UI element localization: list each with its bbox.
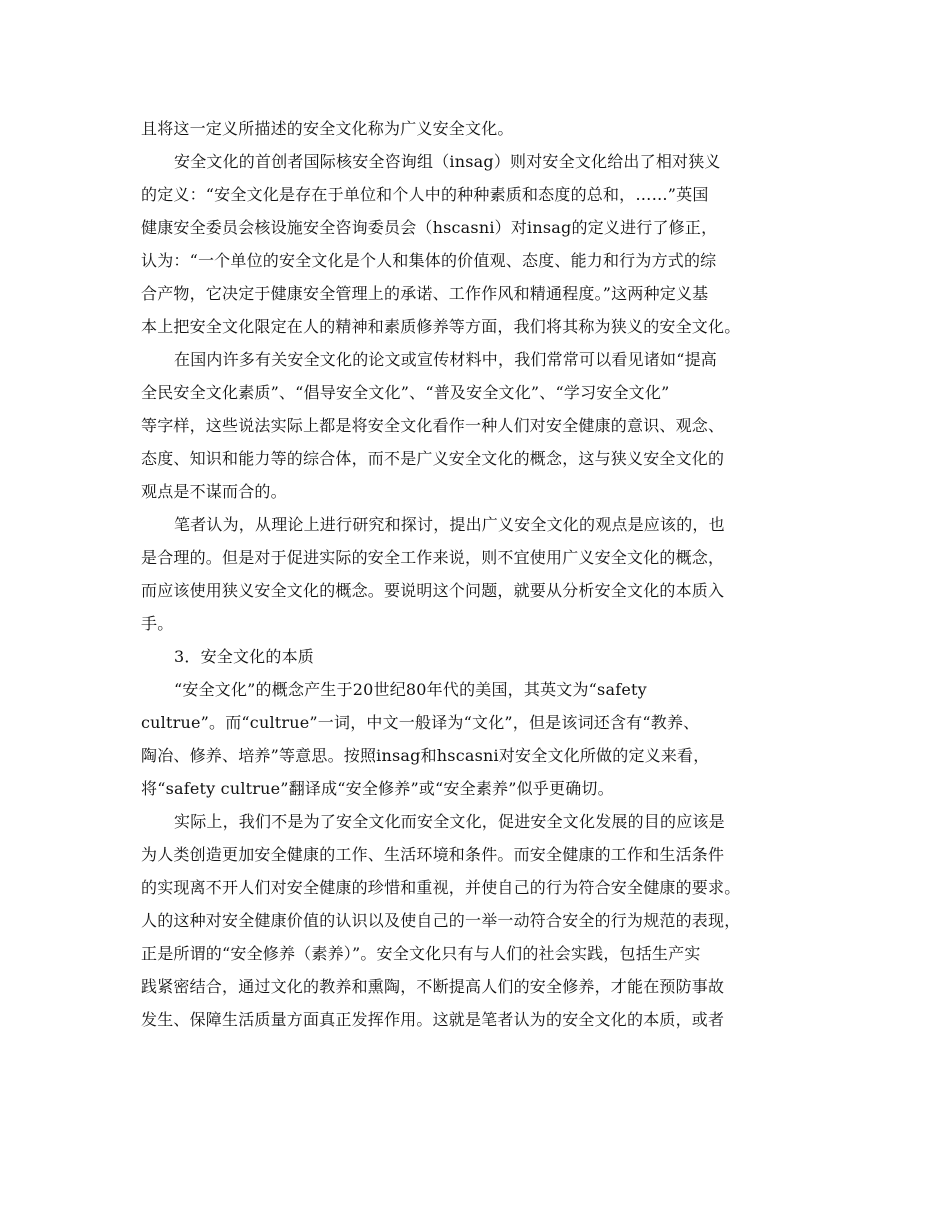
text-line: “安全文化”的概念产生于20世纪80年代的美国，其英文为“safety xyxy=(174,680,647,699)
text-line: cultrue”。而“cultrue”一词，中文一般译为“文化”，但是该词还含有“教养、 xyxy=(141,713,700,732)
paragraph-continuation xyxy=(141,112,811,145)
text-line: 而应该使用狭义安全文化的概念。要说明这个问题，就要从分析安全文化的本质入 xyxy=(141,581,725,600)
text-line: 手。 xyxy=(141,614,174,633)
text-line: 在国内许多有关安全文化的论文或宣传材料中，我们常常可以看见诸如“提高 xyxy=(174,350,717,369)
paragraph-author-view xyxy=(141,508,811,640)
text-line: 全民安全文化素质”、“倡导安全文化”、“普及安全文化”、“学习安全文化” xyxy=(141,383,670,402)
heading-text: 3．安全文化的本质 xyxy=(174,647,314,666)
text-line: 陶冶、修养、培养”等意思。按照insag和hscasni对安全文化所做的定义来看， xyxy=(141,746,710,765)
text-line: 健康安全委员会核设施安全咨询委员会（hscasni）对insag的定义进行了修正， xyxy=(141,218,718,237)
text-line: 实际上，我们不是为了安全文化而安全文化，促进安全文化发展的目的应该是 xyxy=(174,812,725,831)
text-line: 等字样，这些说法实际上都是将安全文化看作一种人们对安全健康的意识、观念、 xyxy=(141,416,725,435)
paragraph-essence xyxy=(141,805,811,1036)
text-line: 发生、保障生活质量方面真正发挥作用。这就是笔者认为的安全文化的本质，或者 xyxy=(141,1010,725,1029)
text-line: 安全文化的首创者国际核安全咨询组（insag）则对安全文化给出了相对狭义 xyxy=(174,152,721,171)
text-line: 将“safety cultrue”翻译成“安全修养”或“安全素养”似乎更确切。 xyxy=(141,779,614,798)
section-heading xyxy=(141,640,811,673)
text-line: 为人类创造更加安全健康的工作、生活环境和条件。而安全健康的工作和生活条件 xyxy=(141,845,725,864)
text-line: 践紧密结合，通过文化的教养和熏陶，不断提高人们的安全修养，才能在预防事故 xyxy=(141,977,725,996)
text-line: 本上把安全文化限定在人的精神和素质修养等方面，我们将其称为狭义的安全文化。 xyxy=(141,317,741,336)
text-line: 合产物，它决定于健康安全管理上的承诺、工作作风和精通程度。”这两种定义基 xyxy=(141,284,709,303)
paragraph-origin xyxy=(141,673,811,805)
text-line: 的实现离不开人们对安全健康的珍惜和重视，并使自己的行为符合安全健康的要求。 xyxy=(141,878,741,897)
text-line: 认为：“一个单位的安全文化是个人和集体的价值观、态度、能力和行为方式的综 xyxy=(141,251,717,270)
paragraph-narrow-definition xyxy=(141,145,811,343)
text-line: 观点是不谋而合的。 xyxy=(141,482,287,501)
text-line: 正是所谓的“安全修养（素养）”。安全文化只有与人们的社会实践，包括生产实 xyxy=(141,944,701,963)
text-line: 是合理的。但是对于促进实际的安全工作来说，则不宜使用广义安全文化的概念， xyxy=(141,548,725,567)
text-line: 人的这种对安全健康价值的认识以及使自己的一举一动符合安全的行为规范的表现， xyxy=(141,911,741,930)
document-body xyxy=(141,112,811,1036)
paragraph-domestic-usage xyxy=(141,343,811,508)
text-line: 的定义：“安全文化是存在于单位和个人中的种种素质和态度的总和，……”英国 xyxy=(141,185,709,204)
text-line: 态度、知识和能力等的综合体，而不是广义安全文化的概念，这与狭义安全文化的 xyxy=(141,449,725,468)
text-line: 笔者认为，从理论上进行研究和探讨，提出广义安全文化的观点是应该的，也 xyxy=(174,515,725,534)
text-line: 且将这一定义所描述的安全文化称为广义安全文化。 xyxy=(141,119,514,138)
